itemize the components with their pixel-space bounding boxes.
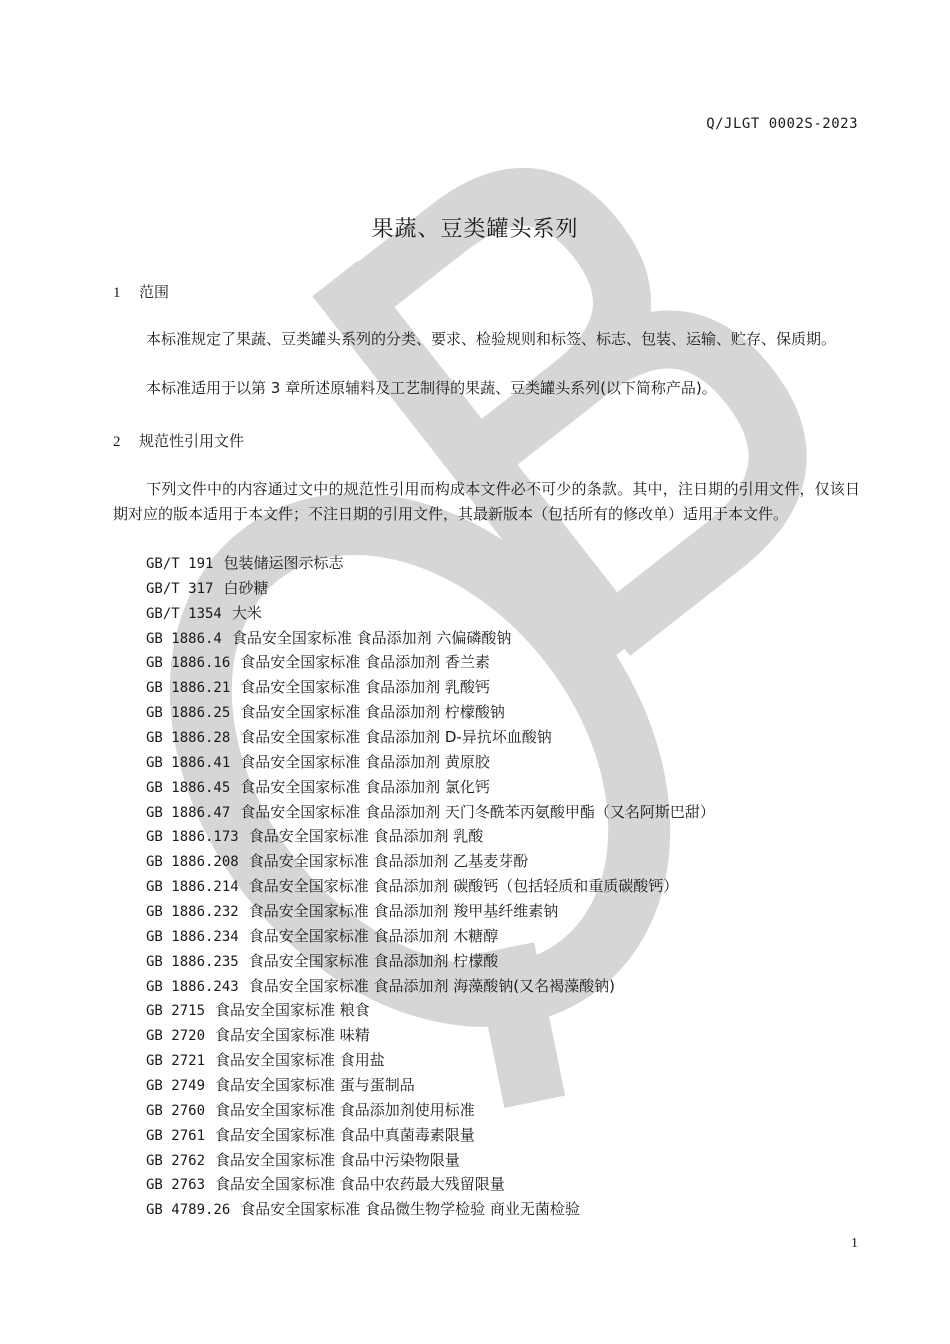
reference-title: 食品安全国家标准 蛋与蛋制品 xyxy=(215,1076,415,1095)
reference-title: 食品安全国家标准 食品添加剂 乙基麦芽酚 xyxy=(248,852,529,871)
section-1-paragraph-2 xyxy=(113,376,860,401)
reference-code: GB 1886.25 xyxy=(146,705,231,722)
reference-title: 食品安全国家标准 食品添加剂使用标准 xyxy=(215,1100,475,1119)
section-1-paragraph-1 xyxy=(113,327,860,352)
reference-code: GB 2720 xyxy=(146,1028,206,1045)
reference-code: GB 2715 xyxy=(146,1003,206,1020)
reference-code: GB 1886.234 xyxy=(146,928,239,945)
reference-list xyxy=(146,551,715,1222)
reference-code: GB 1886.208 xyxy=(146,854,239,871)
page-number: 1 xyxy=(851,1236,858,1251)
reference-code: GB 1886.21 xyxy=(146,680,231,697)
reference-code: GB 1886.173 xyxy=(146,829,239,846)
reference-title: 食品安全国家标准 食品添加剂 D-异抗坏血酸钠 xyxy=(240,728,552,747)
reference-code: GB 1886.41 xyxy=(146,754,231,771)
reference-item xyxy=(146,700,715,725)
reference-item xyxy=(146,725,715,750)
reference-title: 食品安全国家标准 食品添加剂 六偏磷酸钠 xyxy=(231,628,512,647)
reference-item xyxy=(146,998,715,1023)
reference-code: GB 1886.4 xyxy=(146,630,222,647)
reference-code: GB 2761 xyxy=(146,1127,206,1144)
reference-title: 白砂糖 xyxy=(223,578,269,597)
reference-title: 食品安全国家标准 粮食 xyxy=(215,1001,370,1020)
reference-code: GB 1886.235 xyxy=(146,953,239,970)
reference-item xyxy=(146,899,715,924)
reference-title: 食品安全国家标准 食品添加剂 乳酸 xyxy=(248,827,484,846)
reference-title: 食品安全国家标准 食品添加剂 香兰素 xyxy=(240,653,490,672)
reference-item xyxy=(146,601,715,626)
reference-item xyxy=(146,1148,715,1173)
reference-title: 食品安全国家标准 食品中污染物限量 xyxy=(215,1150,460,1169)
reference-title: 大米 xyxy=(231,603,262,622)
reference-title: 食品安全国家标准 食品添加剂 氯化钙 xyxy=(240,777,490,796)
reference-item xyxy=(146,974,715,999)
reference-item xyxy=(146,1023,715,1048)
reference-code: GB 1886.28 xyxy=(146,730,231,747)
reference-code: GB 1886.45 xyxy=(146,779,231,796)
reference-item xyxy=(146,849,715,874)
reference-code: GB 2763 xyxy=(146,1177,206,1194)
reference-code: GB/T 1354 xyxy=(146,605,222,622)
reference-code: GB 4789.26 xyxy=(146,1202,231,1219)
section-1-paragraph-2-text: 本标准适用于以第 3 章所述原辅料及工艺制得的果蔬、豆类罐头系列(以下简称产品)。 xyxy=(146,379,717,397)
reference-title: 食品安全国家标准 食品添加剂 柠檬酸 xyxy=(248,951,499,970)
reference-item xyxy=(146,1098,715,1123)
reference-item xyxy=(146,874,715,899)
reference-title: 食品安全国家标准 食品添加剂 柠檬酸钠 xyxy=(240,703,505,722)
section-1-number: 1 xyxy=(113,285,121,301)
reference-item xyxy=(146,650,715,675)
reference-item xyxy=(146,924,715,949)
reference-code: GB 2749 xyxy=(146,1078,206,1095)
reference-code: GB 2721 xyxy=(146,1053,206,1070)
reference-item xyxy=(146,824,715,849)
reference-code: GB 2760 xyxy=(146,1102,206,1119)
reference-item xyxy=(146,1123,715,1148)
reference-code: GB/T 317 xyxy=(146,580,214,597)
reference-item xyxy=(146,1073,715,1098)
document-title: 果蔬、豆类罐头系列 xyxy=(371,217,579,242)
reference-item xyxy=(146,800,715,825)
reference-item xyxy=(146,576,715,601)
reference-title: 食品安全国家标准 食品添加剂 天门冬酰苯丙氨酸甲酯（又名阿斯巴甜） xyxy=(240,802,715,821)
reference-code: GB 2762 xyxy=(146,1152,206,1169)
section-2-heading xyxy=(113,430,244,451)
section-2-intro xyxy=(113,477,860,527)
reference-title: 食品安全国家标准 食品中真菌毒素限量 xyxy=(215,1125,475,1144)
reference-title: 食品安全国家标准 食品添加剂 海藻酸钠(又名褐藻酸钠) xyxy=(248,976,615,995)
reference-title: 食品安全国家标准 食品添加剂 碳酸钙（包括轻质和重质碳酸钙） xyxy=(248,877,679,896)
reference-item xyxy=(146,675,715,700)
reference-title: 食品安全国家标准 食品中农药最大残留限量 xyxy=(215,1175,505,1194)
reference-title: 食品安全国家标准 食品添加剂 乳酸钙 xyxy=(240,678,490,697)
reference-title: 食品安全国家标准 食用盐 xyxy=(215,1051,385,1070)
section-1-heading xyxy=(113,281,169,302)
reference-item xyxy=(146,1048,715,1073)
reference-item xyxy=(146,1197,715,1222)
section-2-intro-text: 下列文件中的内容通过文中的规范性引用而构成本文件必不可少的条款。其中，注日期的引用文件，仅该日期对应的版本适用于本文件；不注日期的引用文件，其最新版本（包括所有的修改单）适用于本文件。 xyxy=(113,480,860,523)
reference-code: GB/T 191 xyxy=(146,556,214,572)
reference-item xyxy=(146,750,715,775)
reference-title: 食品安全国家标准 食品微生物学检验 商业无菌检验 xyxy=(240,1200,580,1219)
reference-item xyxy=(146,551,715,576)
reference-title: 包装储运图示标志 xyxy=(223,554,344,572)
reference-code: GB 1886.16 xyxy=(146,655,231,672)
reference-title: 食品安全国家标准 食品添加剂 羧甲基纤维素钠 xyxy=(248,902,559,921)
section-2-title: 规范性引用文件 xyxy=(139,432,245,450)
section-1-paragraph-1-text: 本标准规定了果蔬、豆类罐头系列的分类、要求、检验规则和标签、标志、包装、运输、贮存、保质期。 xyxy=(146,330,837,348)
reference-code: GB 1886.214 xyxy=(146,879,239,896)
reference-code: GB 1886.47 xyxy=(146,804,231,821)
reference-item xyxy=(146,626,715,651)
reference-item xyxy=(146,1172,715,1197)
section-1-title: 范围 xyxy=(139,283,170,301)
reference-code: GB 1886.243 xyxy=(146,978,239,995)
standard-code: Q/JLGT 0002S-2023 xyxy=(706,116,858,132)
reference-code: GB 1886.232 xyxy=(146,904,239,921)
reference-title: 食品安全国家标准 食品添加剂 木糖醇 xyxy=(248,926,499,945)
reference-item xyxy=(146,775,715,800)
reference-title: 食品安全国家标准 味精 xyxy=(215,1026,370,1045)
section-2-number: 2 xyxy=(113,434,121,450)
reference-item xyxy=(146,949,715,974)
reference-title: 食品安全国家标准 食品添加剂 黄原胶 xyxy=(240,752,490,771)
